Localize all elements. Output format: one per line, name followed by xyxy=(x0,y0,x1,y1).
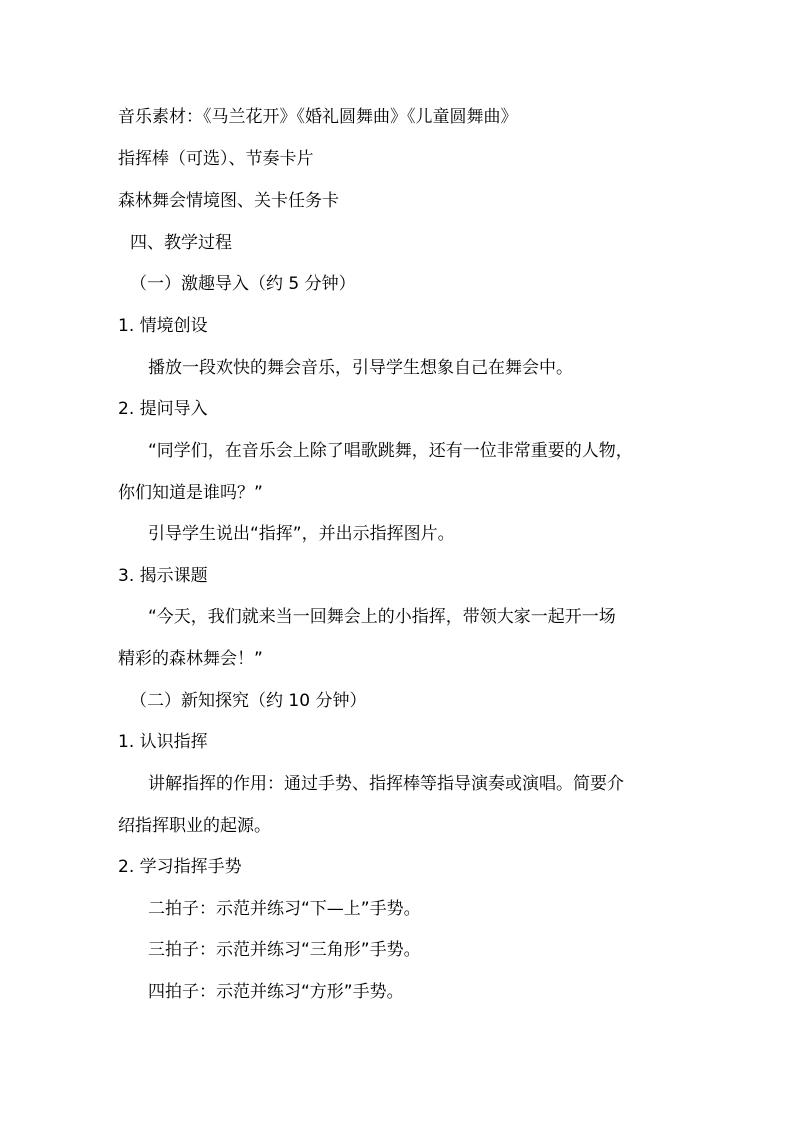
section-heading-teaching-process: 四、教学过程 xyxy=(130,233,232,253)
paragraph-play-music: 播放一段欢快的舞会音乐，引导学生想象自己在舞会中。 xyxy=(148,358,573,378)
paragraph-two-beat: 二拍子：示范并练习“下—上”手势。 xyxy=(148,899,421,919)
materials-music-line: 音乐素材：《马兰花开》《婚礼圆舞曲》《儿童圆舞曲》 xyxy=(118,107,518,127)
materials-baton-line: 指挥棒（可选）、节奏卡片 xyxy=(118,149,314,169)
item-heading-gestures: 2. 学习指挥手势 xyxy=(118,857,242,877)
paragraph-conductor-role-line-1: 讲解指挥的作用：通过手势、指挥棒等指导演奏或演唱。简要介 xyxy=(148,774,624,794)
item-heading-know-conductor: 1. 认识指挥 xyxy=(118,732,208,752)
item-heading-scenario: 1. 情境创设 xyxy=(118,316,208,336)
item-heading-question: 2. 提问导入 xyxy=(118,399,208,419)
paragraph-four-beat: 四拍子：示范并练习“方形”手势。 xyxy=(148,982,404,1002)
part-heading-introduction: （一）激趣导入（约 5 分钟） xyxy=(130,274,356,294)
materials-scene-line: 森林舞会情境图、关卡任务卡 xyxy=(118,191,339,211)
paragraph-topic-line-2: 精彩的森林舞会！” xyxy=(118,649,263,669)
paragraph-topic-line-1: “今天，我们就来当一回舞会上的小指挥，带领大家一起开一场 xyxy=(148,607,616,627)
item-heading-topic: 3. 揭示课题 xyxy=(118,566,208,586)
part-heading-exploration: （二）新知探究（约 10 分钟） xyxy=(130,691,367,711)
paragraph-question-line-1: “同学们，在音乐会上除了唱歌跳舞，还有一位非常重要的人物， xyxy=(148,441,633,461)
paragraph-conductor-role-line-2: 绍指挥职业的起源。 xyxy=(118,816,271,836)
paragraph-three-beat: 三拍子：示范并练习“三角形”手势。 xyxy=(148,940,421,960)
paragraph-guide-conductor: 引导学生说出“指挥”，并出示指挥图片。 xyxy=(148,524,455,544)
paragraph-question-line-2: 你们知道是谁吗？” xyxy=(118,483,263,503)
